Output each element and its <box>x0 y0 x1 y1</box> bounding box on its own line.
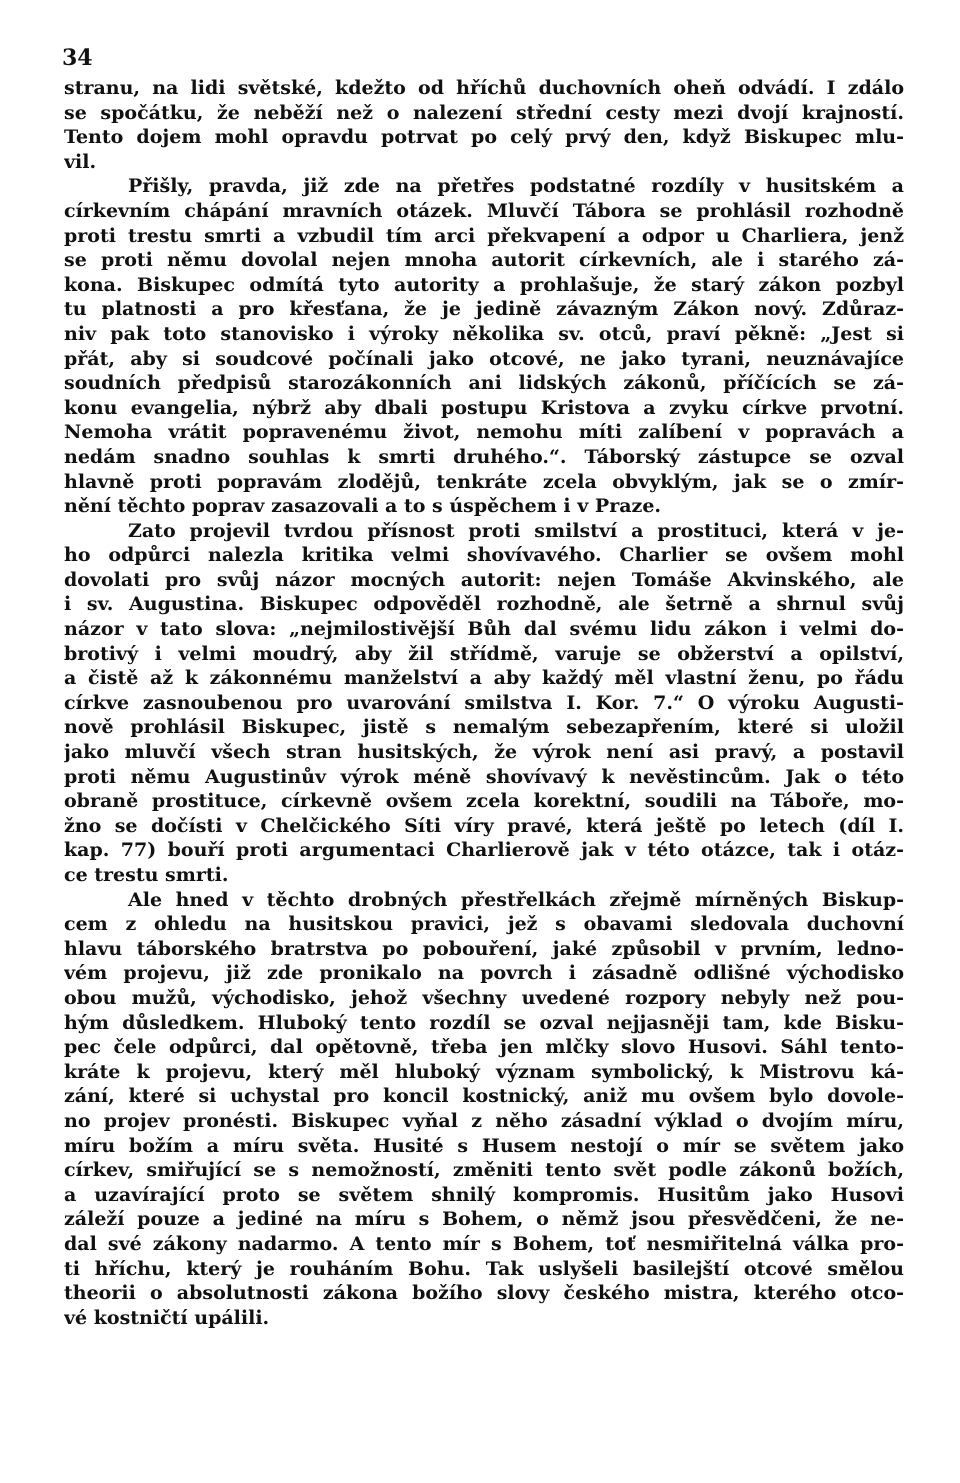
text-line: se spočátku, že neběží než o nalezení střední cesty mezi dvojí krajností. <box>64 101 904 124</box>
text-line: záleží pouze a jediné na míru s Bohem, o němž jsou přesvědčeni, že ne- <box>64 1208 904 1231</box>
text-line: žno se dočísti v Chelčického Síti víry pravé, která ještě po letech (díl I. <box>64 814 904 837</box>
text-line: vé kostničtí upálili. <box>64 1306 270 1329</box>
text-line: hlavu táborského bratrstva po pobouření, jaké způsobil v prvním, ledno- <box>64 937 904 960</box>
text-line: zání, které si uchystal pro koncil kostnický, aniž mu ovšem bylo dovole- <box>64 1085 904 1108</box>
text-line: ce trestu smrti. <box>64 864 229 886</box>
text-line: proti němu Augustinův výrok méně shovívavý k nevěstincům. Jak o této <box>64 765 904 788</box>
text-line: konu evangelia, nýbrž aby dbali postupu Kristova a zvyku církve prvotní. <box>64 396 904 419</box>
text-line: nově prohlásil Biskupec, jistě s nemalým sebezapřením, které si uložil <box>64 716 904 739</box>
text-line: míru božím a míru světa. Husité s Husem nestojí o mír se světem jako <box>64 1134 904 1157</box>
text-line: vil. <box>64 150 97 173</box>
text-line: theorii o absolutnosti zákona božího slovy českého mistra, kterého otco- <box>64 1282 904 1305</box>
text-line: jako mluvčí všech stran husitských, že výrok není asi pravý, a postavil <box>64 741 904 764</box>
text-line: církevním chápání mravních otázek. Mluvčí Tábora se prohlásil rozhodně <box>64 199 904 222</box>
text-line: Ale hned v těchto drobných přestřelkách zřejmě mírněných Biskup- <box>128 888 904 911</box>
text-line: přát, aby si soudcové počínali jako otcové, ne jako tyrani, neuznávajíce <box>64 347 904 370</box>
text-line: ti hříchu, který je rouháním Bohu. Tak uslyšeli basilejští otcové smělou <box>64 1257 904 1280</box>
text-line: nedám snadno souhlas k smrti druhého.“. Táborský zástupce se ozval <box>64 445 904 468</box>
text-line: Přišly, pravda, již zde na přetřes podstatné rozdíly v husitském a <box>128 175 904 198</box>
text-line: tu platnosti a pro křesťana, že je jedině závazným Zákon nový. Zdůraz- <box>64 298 904 321</box>
text-line: proti trestu smrti a vzbudil tím arci překvapení a odpor u Charliera, jenž <box>64 224 904 247</box>
text-line: církev, smiřující se s nemožností, změniti tento svět podle zákonů božích, <box>64 1159 904 1182</box>
text-line: vém projevu, již zde pronikalo na povrch i zásadně odlišné východisko <box>64 962 904 985</box>
page-number: 34 <box>62 45 93 71</box>
text-line: názor v tato slova: „nejmilostivější Bůh dal svému lidu zákon i velmi do- <box>64 618 904 641</box>
text-line: a uzavírající proto se světem shnilý kompromis. Husitům jako Husovi <box>64 1183 904 1206</box>
text-line: kráte k projevu, který měl hluboký význam symbolický, k Mistrovu ká- <box>64 1060 904 1083</box>
text-line: nění těchto poprav zasazovali a to s úspěchem i v Praze. <box>64 495 662 518</box>
text-line: kona. Biskupec odmítá tyto autority a prohlašuje, že starý zákon pozbyl <box>64 273 904 296</box>
text-line: a čistě až k zákonnému manželství a aby každý měl vlastní ženu, po řádu <box>64 667 904 690</box>
text-line: cem z ohledu na husitskou pravici, jež s obavami sledovala duchovní <box>64 913 904 936</box>
text-line: Tento dojem mohl opravdu potrvat po celý prvý den, když Biskupec mlu- <box>64 126 904 149</box>
text-line: kap. 77) bouří proti argumentaci Charlierově jak v této otázce, tak i otáz- <box>64 839 904 862</box>
text-line: Nemoha vrátit popravenému život, nemohu míti zalíbení v popravách a <box>64 421 904 444</box>
text-line: pec čele odpůrci, dal opětovně, třeba jen mlčky slovo Husovi. Sáhl tento- <box>64 1036 904 1059</box>
text-line: hým důsledkem. Hluboký tento rozdíl se ozval nejjasněji tam, kde Bisku- <box>64 1011 904 1034</box>
text-line: se proti němu dovolal nejen mnoha autorit církevních, ale i starého zá- <box>64 249 904 272</box>
text-line: hlavně proti popravám zlodějů, tenkráte zcela obvyklým, jak se o zmír- <box>64 470 904 493</box>
text-line: Zato projevil tvrdou přísnost proti smilství a prostituci, která v je- <box>128 519 904 542</box>
text-line: soudních předpisů starozákonních ani lidských zákonů, příčících se zá- <box>64 372 904 395</box>
text-line: dal své zákony nadarmo. A tento mír s Bohem, toť nesmiřitelná válka pro- <box>64 1232 904 1255</box>
text-line: dovolati pro svůj názor mocných autorit: nejen Tomáše Akvinského, ale <box>64 568 904 591</box>
text-line: obraně prostituce, církevně ovšem zcela korektní, soudili na Táboře, mo- <box>64 790 904 813</box>
text-line: brotivý i velmi moudrý, aby žil střídmě, varuje se obžerství a opilství, <box>64 642 904 665</box>
body-text <box>64 76 904 1330</box>
text-line: obou mužů, východisko, jehož všechny uvedené rozpory nebyly než pou- <box>64 986 904 1009</box>
text-line: ho odpůrci nalezla kritika velmi shovívavého. Charlier se ovšem mohl <box>64 544 904 567</box>
text-line: niv pak toto stanovisko i výroky několika sv. otců, praví pěkně: „Jest si <box>64 322 904 345</box>
text-line: církve zasnoubenou pro uvarování smilstva I. Kor. 7.“ O výroku Augusti- <box>64 691 904 714</box>
text-line: stranu, na lidi světské, kdežto od hříchů duchovních oheň odvádí. I zdálo <box>64 77 904 99</box>
text-line: no projev pronésti. Biskupec vyňal z něho zásadní výklad o dvojím míru, <box>64 1109 904 1132</box>
text-line: i sv. Augustina. Biskupec odpověděl rozhodně, ale šetrně a shrnul svůj <box>64 593 904 616</box>
